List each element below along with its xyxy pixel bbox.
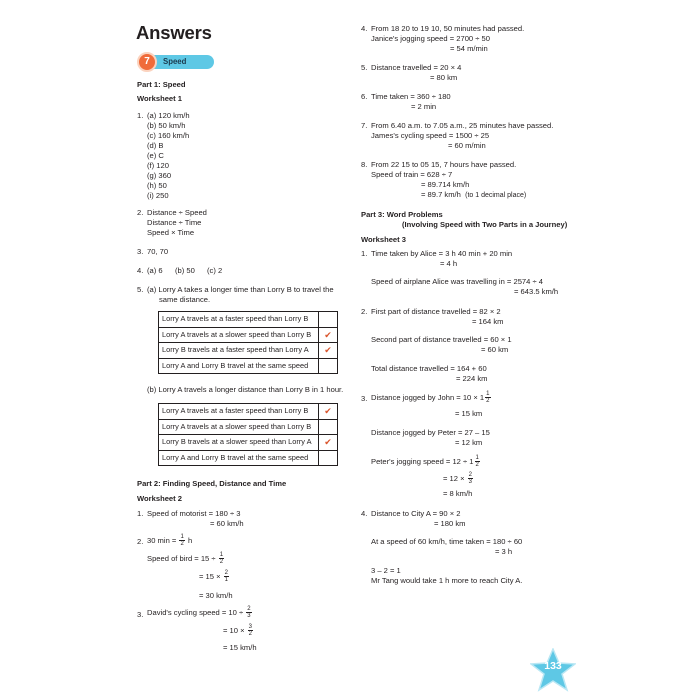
list-item — [147, 181, 167, 191]
answer-line: = 643.5 km/h — [514, 287, 559, 296]
q-number: 4. — [361, 509, 368, 518]
chapter-number: 7 — [137, 52, 157, 72]
answer-line: Distance ÷ Time — [147, 218, 202, 227]
answer-line: Janice's jogging speed = 2700 ÷ 50 — [371, 34, 490, 43]
answer-line: Distance jogged by Peter = 27 – 15 — [371, 428, 490, 437]
statement-cell: Lorry A and Lorry B travel at the same speed — [159, 358, 319, 374]
item-label: (d) — [147, 141, 157, 150]
part2-heading: Part 2: Finding Speed, Distance and Time — [137, 479, 287, 488]
line-text: = 15 × — [199, 571, 221, 581]
item-value: B — [158, 141, 164, 150]
answer-line: Time taken by Alice = 3 h 40 min + 20 min — [371, 249, 513, 258]
fraction — [248, 624, 253, 638]
answer-line — [147, 552, 225, 566]
chapter-name: Speed — [163, 57, 187, 66]
answer-line: Speed × Time — [147, 228, 195, 237]
q-number: 3. — [361, 394, 368, 403]
tick-cell: ✔ — [319, 435, 338, 451]
answer-line: = 2 min — [411, 102, 437, 111]
part3-heading: Part 3: Word Problems — [361, 210, 443, 219]
answer-line: = 224 km — [456, 374, 488, 383]
answer-line: = 164 km — [472, 317, 504, 326]
line-text: David's cycling speed = 10 ÷ — [147, 607, 244, 617]
answer-line: From 6.40 a.m. to 7.05 a.m., 25 minutes have passed. — [371, 121, 554, 130]
table-row — [159, 404, 338, 420]
numerator: 1 — [475, 455, 479, 461]
rounding-note: (to 1 decimal place) — [465, 192, 527, 199]
item-value: 50 — [158, 181, 167, 190]
q-number: 7. — [361, 121, 368, 130]
options-table-b — [158, 403, 338, 466]
line-text: = 10 × — [223, 625, 245, 635]
answer-line: = 89.714 km/h — [421, 180, 470, 189]
answer-line — [371, 455, 481, 469]
fraction — [475, 455, 480, 469]
answer-line: = 4 h — [440, 259, 458, 268]
page-title: Answers — [136, 22, 212, 43]
statement-cell: Lorry A travels at a faster speed than Lorry B — [159, 404, 319, 420]
options-table-a — [158, 311, 338, 374]
table-row — [159, 358, 338, 374]
line-text: h — [187, 535, 193, 545]
statement-cell: Lorry B travels at a slower speed than Lorry A — [159, 435, 319, 451]
line-text: = 12 × — [443, 473, 465, 483]
answer-line: Mr Tang would take 1 h more to reach City A. — [371, 576, 523, 585]
denominator: 2 — [219, 559, 224, 566]
list-item — [147, 121, 185, 131]
statement-cell: Lorry B travels at a faster speed than Lorry A — [159, 343, 319, 359]
fraction — [246, 606, 251, 620]
item-value: 120 — [156, 161, 169, 170]
answer-line: = 60 km — [481, 345, 509, 354]
item-value: 360 — [158, 171, 172, 180]
denominator: 2 — [248, 631, 253, 638]
list-item — [147, 141, 163, 151]
tick-cell: ✔ — [319, 404, 338, 420]
answer-line: = 54 m/min — [450, 44, 488, 53]
answer-line: = 15 km/h — [223, 643, 257, 652]
q-number: 4. — [361, 24, 368, 33]
answer-line: Distance to City A = 90 × 2 — [371, 509, 461, 518]
list-item — [147, 131, 189, 141]
q-number: 2. — [361, 307, 368, 316]
tick-cell — [319, 358, 338, 374]
line-text: = 89.7 km/h — [421, 190, 461, 199]
item-label: (b) — [147, 121, 157, 130]
answer-line: 70, 70 — [147, 247, 169, 256]
q-number: 3. — [137, 247, 144, 256]
answer-line: Distance ÷ Speed — [147, 208, 207, 217]
answer-line: Speed of motorist = 180 ÷ 3 — [147, 509, 241, 518]
page-number: 133 — [544, 660, 562, 672]
q-number: 6. — [361, 92, 368, 101]
answer-line: From 18 20 to 19 10, 50 minutes had passed. — [371, 24, 525, 33]
answer-line — [223, 624, 254, 638]
item-value: 50 km/h — [158, 121, 186, 130]
q-number: 5. — [361, 63, 368, 72]
item-label: (g) — [147, 171, 157, 180]
tick-cell — [319, 312, 338, 328]
item-value: 120 km/h — [158, 111, 190, 120]
list-item — [147, 111, 190, 121]
answer-line — [147, 606, 253, 620]
table-row — [159, 450, 338, 466]
answer-line: = 80 km — [430, 73, 458, 82]
answer-line: = 60 m/min — [448, 141, 486, 150]
q-number: 2. — [137, 208, 144, 217]
answer-line: Speed of train = 628 ÷ 7 — [371, 170, 453, 179]
denominator: 3 — [247, 613, 251, 620]
table-row — [159, 435, 338, 451]
answer-line: Time taken = 360 ÷ 180 — [371, 92, 451, 101]
q-number: 1. — [361, 249, 368, 258]
list-item — [147, 151, 164, 161]
answer-line: 3 – 2 = 1 — [371, 566, 401, 575]
answer-line: (c) 2 — [207, 266, 223, 275]
answer-line — [443, 472, 474, 486]
answer-line: (b) Lorry A travels a longer distance than Lorry B in 1 hour. — [147, 385, 344, 394]
q-number: 1. — [137, 111, 144, 120]
answer-line: = 30 km/h — [199, 591, 233, 600]
answer-line — [371, 391, 492, 405]
answer-line: = 12 km — [455, 438, 483, 447]
table-row — [159, 419, 338, 435]
statement-cell: Lorry A travels at a faster speed than Lorry B — [159, 312, 319, 328]
numerator: 1 — [180, 534, 184, 540]
answer-line: = 15 km — [455, 409, 483, 418]
answer-line: (b) 50 — [175, 266, 195, 275]
part1-heading: Part 1: Speed — [137, 80, 186, 89]
answer-line: From 22 15 to 05 15, 7 hours have passed. — [371, 160, 517, 169]
answer-line: same distance. — [159, 295, 211, 304]
answer-line: At a speed of 60 km/h, time taken = 180 ÷ 60 — [371, 537, 523, 546]
q-number: 5. — [137, 285, 144, 294]
fraction — [468, 472, 473, 486]
chapter-tab — [137, 52, 214, 72]
answer-line: Speed of airplane Alice was travelling in = 2574 ÷ 4 — [371, 277, 543, 286]
q-number: 2. — [137, 537, 144, 546]
tick-cell: ✔ — [319, 327, 338, 343]
denominator: 1 — [224, 577, 229, 584]
list-item — [147, 161, 169, 171]
numerator: 2 — [247, 606, 251, 612]
q-number: 3. — [137, 610, 144, 619]
worksheet1-heading: Worksheet 1 — [137, 94, 183, 103]
line-text: Distance jogged by John = 10 × 1 — [371, 392, 485, 402]
answer-line: = 8 km/h — [443, 489, 473, 498]
fraction — [485, 391, 490, 405]
denominator: 2 — [475, 462, 479, 469]
numerator: 2 — [468, 472, 473, 478]
answer-line: (a) Lorry A takes a longer time than Lorry B to travel the — [147, 285, 334, 294]
q-number: 8. — [361, 160, 368, 169]
answer-line — [147, 534, 192, 548]
numerator: 2 — [224, 570, 229, 576]
table-row — [159, 312, 338, 328]
answer-line: = 60 km/h — [210, 519, 244, 528]
list-item — [147, 171, 171, 181]
fraction — [219, 552, 224, 566]
q-number: 1. — [137, 509, 144, 518]
answer-line: Distance travelled = 20 × 4 — [371, 63, 462, 72]
item-value: 160 km/h — [157, 131, 190, 140]
q-number: 4. — [137, 266, 144, 275]
line-text: 30 min = — [147, 535, 177, 545]
table-row — [159, 327, 338, 343]
denominator: 3 — [468, 479, 473, 486]
answer-line: = 3 h — [495, 547, 513, 556]
denominator: 2 — [180, 541, 184, 548]
line-text: Speed of bird = 15 ÷ — [147, 553, 216, 563]
list-item — [147, 191, 169, 201]
item-label: (e) — [147, 151, 157, 160]
answer-line: = 180 km — [434, 519, 466, 528]
item-value: C — [158, 151, 164, 160]
answer-line: (a) 6 — [147, 266, 163, 275]
worksheet2-heading: Worksheet 2 — [137, 494, 183, 503]
statement-cell: Lorry A travels at a slower speed than Lorry B — [159, 419, 319, 435]
tick-cell — [319, 450, 338, 466]
statement-cell: Lorry A and Lorry B travel at the same speed — [159, 450, 319, 466]
item-label: (h) — [147, 181, 157, 190]
answer-line: James's cycling speed = 1500 ÷ 25 — [371, 131, 490, 140]
numerator: 1 — [486, 391, 490, 397]
answer-line — [421, 190, 526, 201]
statement-cell: Lorry A travels at a slower speed than Lorry B — [159, 327, 319, 343]
denominator: 2 — [486, 398, 490, 405]
worksheet3-heading: Worksheet 3 — [361, 235, 407, 244]
numerator: 1 — [219, 552, 224, 558]
answer-line: First part of distance travelled = 82 × 2 — [371, 307, 501, 316]
tick-cell: ✔ — [319, 343, 338, 359]
tick-cell — [319, 419, 338, 435]
item-label: (i) — [147, 191, 154, 200]
item-label: (c) — [147, 131, 156, 140]
answer-line: Total distance travelled = 164 + 60 — [371, 364, 487, 373]
item-label: (a) — [147, 111, 157, 120]
part3-subheading: (Involving Speed with Two Parts in a Journey) — [402, 220, 568, 229]
item-label: (f) — [147, 161, 155, 170]
answer-line: Second part of distance travelled = 60 × 1 — [371, 335, 512, 344]
fraction — [224, 570, 229, 584]
fraction — [179, 534, 184, 548]
line-text: Peter's jogging speed = 12 ÷ 1 — [371, 456, 474, 466]
table-row — [159, 343, 338, 359]
answer-line — [199, 570, 230, 584]
item-value: 250 — [155, 191, 169, 200]
numerator: 3 — [248, 624, 253, 630]
